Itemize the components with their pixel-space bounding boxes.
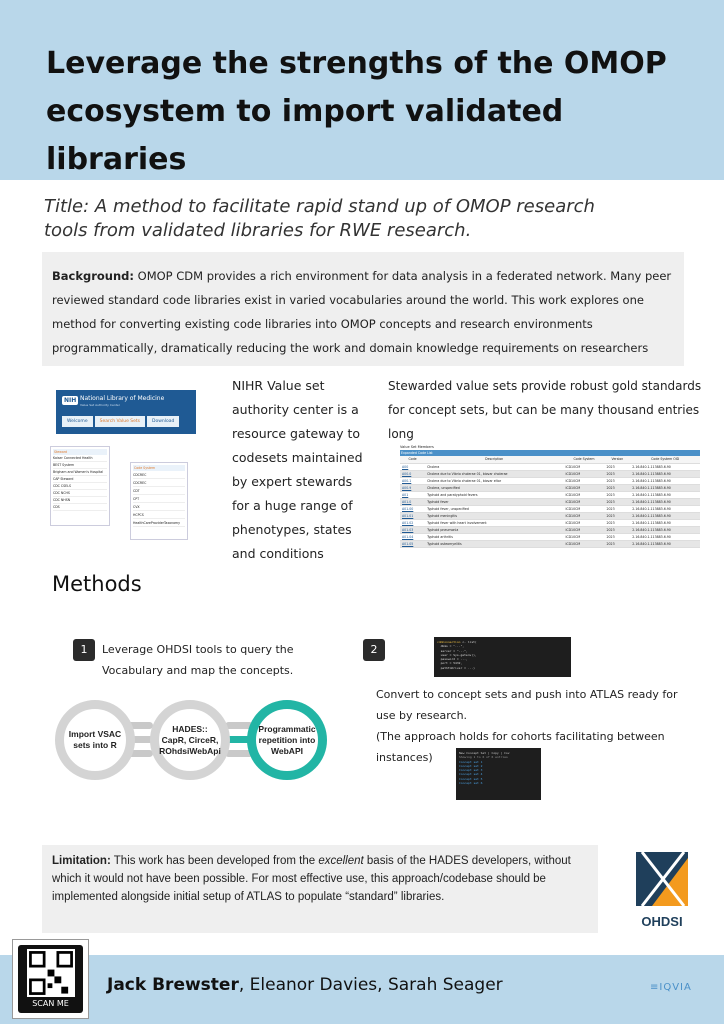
nih-logo-icon: NIH xyxy=(64,397,77,404)
table-cell: A01.04 xyxy=(400,533,425,540)
table-cell: Cholera due to Vibrio cholerae 01, biovar eltor xyxy=(425,477,563,484)
ohdsi-logo-icon xyxy=(632,850,692,910)
step-2-text: Convert to concept sets and push into ATLAS ready for use by research. xyxy=(376,688,678,722)
table-cell: 2.16.840.1.113883.6.90 xyxy=(630,512,700,519)
iqvia-logo xyxy=(650,982,692,993)
limitation-text: This work has been developed from the xyxy=(110,855,319,867)
steward-option[interactable]: CDC NCHS xyxy=(53,490,107,497)
qr-code-icon xyxy=(27,949,75,997)
table-cell: ICD10CM xyxy=(563,463,604,470)
title-bold-2: validated libraries xyxy=(46,94,564,177)
title-bold-1: Leverage the strengths xyxy=(46,46,443,81)
limitation-emphasis: excellent xyxy=(318,855,364,867)
limitation-box xyxy=(42,845,598,933)
table-cell: 2.16.840.1.113883.6.90 xyxy=(630,498,700,505)
table-row xyxy=(400,512,700,519)
code-system-option[interactable]: CDCREC xyxy=(133,471,185,479)
table-cell: 2023 xyxy=(605,484,631,491)
process-flow xyxy=(55,700,345,780)
iqvia-mark-icon: ≡ xyxy=(650,982,660,993)
flow-step-hades: HADES:: CapR, CirceR, ROhdsiWebApi xyxy=(150,700,230,780)
code-system-list xyxy=(133,471,185,527)
ohdsi-logo xyxy=(632,850,692,928)
co-authors: , Eleanor Davies, Sarah Seager xyxy=(238,975,503,995)
table-cell: 2.16.840.1.113883.6.90 xyxy=(630,540,700,547)
flow-step-webapi: Programmatic repetition into WebAPI xyxy=(247,700,327,780)
table-cell: Typhoid osteomyelitis xyxy=(425,540,563,547)
table-cell: ICD10CM xyxy=(563,491,604,498)
tab-search-value-sets[interactable]: Search Value Sets xyxy=(95,416,145,427)
table-cell: Typhoid arthritis xyxy=(425,533,563,540)
table-row xyxy=(400,463,700,470)
table-cell: 2023 xyxy=(605,540,631,547)
table-cell: 2023 xyxy=(605,533,631,540)
table-cell: 2023 xyxy=(605,512,631,519)
steward-option[interactable]: CDC CSELS xyxy=(53,483,107,490)
code-system-filter-panel xyxy=(130,462,188,540)
table-row xyxy=(400,484,700,491)
steward-list xyxy=(53,455,107,511)
nih-vsac-screenshot xyxy=(50,388,198,544)
table-row xyxy=(400,491,700,498)
steward-option[interactable]: Brigham and Women's Hospital xyxy=(53,469,107,476)
methods-heading: Methods xyxy=(52,572,142,596)
table-cell: ICD10CM xyxy=(563,498,604,505)
tab-download[interactable]: Download xyxy=(147,416,179,427)
table-cell: 2023 xyxy=(605,470,631,477)
table-cell: A00.9 xyxy=(400,484,425,491)
table-row xyxy=(400,477,700,484)
subtitle: Title: A method to facilitate rapid stand up of OMOP research tools from validated libraries for RWE research. xyxy=(44,196,595,241)
value-set-table-subtitle: Expanded Code List xyxy=(400,450,700,456)
limitation-label: Limitation: xyxy=(52,855,111,867)
code-system-option[interactable]: CVX xyxy=(133,503,185,511)
table-cell: A00 xyxy=(400,463,425,470)
table-cell: ICD10CM xyxy=(563,519,604,526)
table-cell: A01 xyxy=(400,491,425,498)
qr-code[interactable] xyxy=(12,939,89,1019)
table-cell: 2023 xyxy=(605,526,631,533)
step-1-text: Leverage OHDSI tools to query the Vocabulary and map the concepts. xyxy=(102,643,294,677)
table-cell: Typhoid fever with heart involvement xyxy=(425,519,563,526)
background-label: Background: xyxy=(52,269,134,283)
value-set-table-title: Value Set Members xyxy=(400,445,434,449)
table-cell: ICD10CM xyxy=(563,512,604,519)
table-cell: 2.16.840.1.113883.6.90 xyxy=(630,491,700,498)
column-header: Code System OID xyxy=(630,456,700,463)
table-cell: ICD10CM xyxy=(563,533,604,540)
background-text: OMOP CDM provides a rich environment for data analysis in a federated network. Many peer reviewed standard code libraries exist in varied vocabularies around the world. This work explores one method for converting existing code libraries into OMOP concepts and research environments programmatically, dramatically reducing the work and domain knowledge requirements on researchers xyxy=(52,269,672,355)
code-system-option[interactable]: CDT xyxy=(133,487,185,495)
table-row xyxy=(400,498,700,505)
table-row xyxy=(400,533,700,540)
table-cell: Typhoid fever, unspecified xyxy=(425,505,563,512)
table-cell: A01.02 xyxy=(400,519,425,526)
table-cell: 2.16.840.1.113883.6.90 xyxy=(630,526,700,533)
table-cell: Typhoid pneumonia xyxy=(425,526,563,533)
table-cell: Typhoid and paratyphoid fevers xyxy=(425,491,563,498)
table-cell: Typhoid fever xyxy=(425,498,563,505)
code-system-option[interactable]: CPT xyxy=(133,495,185,503)
column-header: Code System xyxy=(563,456,604,463)
value-set-table-screenshot xyxy=(400,445,700,548)
table-row xyxy=(400,519,700,526)
table-cell: Cholera due to Vibrio cholerae 01, biovar cholerae xyxy=(425,470,563,477)
steward-option[interactable]: CDS xyxy=(53,504,107,511)
table-row xyxy=(400,505,700,512)
steward-filter-panel xyxy=(50,446,110,526)
table-cell: 2.16.840.1.113883.6.90 xyxy=(630,470,700,477)
table-cell: 2.16.840.1.113883.6.90 xyxy=(630,505,700,512)
poster-title xyxy=(46,40,686,184)
atlas-concept-sets-screenshot: New Concept Set | Copy | Csv Showing 1 to 6 of 6 entries Concept set 1 Concept set 2 Concept set 3 Concept set 4 Concept set 5 Concept set 6 xyxy=(456,748,541,800)
table-cell: 2.16.840.1.113883.6.90 xyxy=(630,519,700,526)
stewarded-text: Stewarded value sets provide robust gold standards for concept sets, but can be many thousand entries long xyxy=(388,379,702,441)
table-row xyxy=(400,470,700,477)
table-cell: 2023 xyxy=(605,498,631,505)
steward-option[interactable]: CAP Steward xyxy=(53,476,107,483)
ohdsi-wordmark: OHDSI xyxy=(641,914,683,929)
table-cell: ICD10CM xyxy=(563,526,604,533)
table-cell: A00.0 xyxy=(400,470,425,477)
column-header: Version xyxy=(605,456,631,463)
r-code-screenshot: cdmConnection <- list( dbms = "...", server = "...", user = Sys.getenv(), password = ..., port = 5432, pathToDriver = ...) xyxy=(434,637,571,677)
nih-description: NIHR Value set authority center is a resource gateway to codesets maintained by expert stewards for a huge range of phenotypes, states and conditions xyxy=(232,378,363,561)
step-2-badge: 2 xyxy=(363,639,385,661)
table-row xyxy=(400,526,700,533)
table-cell: 2023 xyxy=(605,519,631,526)
nih-brand: National Library of Medicine xyxy=(80,395,165,402)
background-box xyxy=(42,252,684,366)
table-cell: A01.00 xyxy=(400,505,425,512)
code-system-option[interactable]: CDCREC xyxy=(133,479,185,487)
title-rest: of the OMOP ecosystem to import xyxy=(46,46,667,129)
steward-title: Steward xyxy=(53,449,107,455)
limitation-text: basis of the HADES developers, without which it would not have been possible. For most effective use, this approach/codebase should be implemented alongside initial setup of ATLAS to populate “standard” libraries. xyxy=(52,855,571,903)
table-cell: Cholera xyxy=(425,463,563,470)
code-system-option[interactable]: HCPCS xyxy=(133,511,185,519)
table-cell: 2023 xyxy=(605,463,631,470)
code-system-option[interactable]: HealthCareProviderTaxonomy xyxy=(133,519,185,527)
table-cell: Cholera, unspecified xyxy=(425,484,563,491)
nih-brand-sub: Value Set Authority Center xyxy=(80,403,121,407)
code-system-title: Code System xyxy=(133,465,185,471)
iqvia-wordmark: IQVIA xyxy=(659,982,692,993)
steward-option[interactable]: Kaiser Connected Health xyxy=(53,455,107,462)
table-cell: 2.16.840.1.113883.6.90 xyxy=(630,533,700,540)
table-cell: Typhoid meningitis xyxy=(425,512,563,519)
nih-banner xyxy=(56,390,196,434)
table-cell: ICD10CM xyxy=(563,540,604,547)
steward-option[interactable]: BEST System xyxy=(53,462,107,469)
authors xyxy=(107,975,503,995)
table-cell: 2.16.840.1.113883.6.90 xyxy=(630,477,700,484)
table-cell: A00.1 xyxy=(400,477,425,484)
table-cell: 2023 xyxy=(605,505,631,512)
table-cell: 2.16.840.1.113883.6.90 xyxy=(630,463,700,470)
table-cell: 2.16.840.1.113883.6.90 xyxy=(630,484,700,491)
column-header: Code xyxy=(400,456,425,463)
value-set-table xyxy=(400,456,700,548)
flow-step-import: Import VSAC sets into R xyxy=(55,700,135,780)
table-cell: ICD10CM xyxy=(563,477,604,484)
table-cell: 2023 xyxy=(605,491,631,498)
table-cell: A01.03 xyxy=(400,526,425,533)
table-cell: ICD10CM xyxy=(563,484,604,491)
lead-author: Jack Brewster xyxy=(107,975,239,995)
tab-welcome[interactable]: Welcome xyxy=(62,416,93,427)
table-cell: A01.05 xyxy=(400,540,425,547)
table-cell: ICD10CM xyxy=(563,470,604,477)
table-cell: 2023 xyxy=(605,477,631,484)
step-1-badge: 1 xyxy=(73,639,95,661)
table-cell: A01.01 xyxy=(400,512,425,519)
table-cell: A01.0 xyxy=(400,498,425,505)
table-cell: ICD10CM xyxy=(563,505,604,512)
column-header: Description xyxy=(425,456,563,463)
table-row xyxy=(400,540,700,547)
scan-me-label: SCAN ME xyxy=(32,999,69,1008)
steward-option[interactable]: CDC NHSN xyxy=(53,497,107,504)
step-2-note: (The approach holds for cohorts facilitating between instances) xyxy=(376,730,665,764)
